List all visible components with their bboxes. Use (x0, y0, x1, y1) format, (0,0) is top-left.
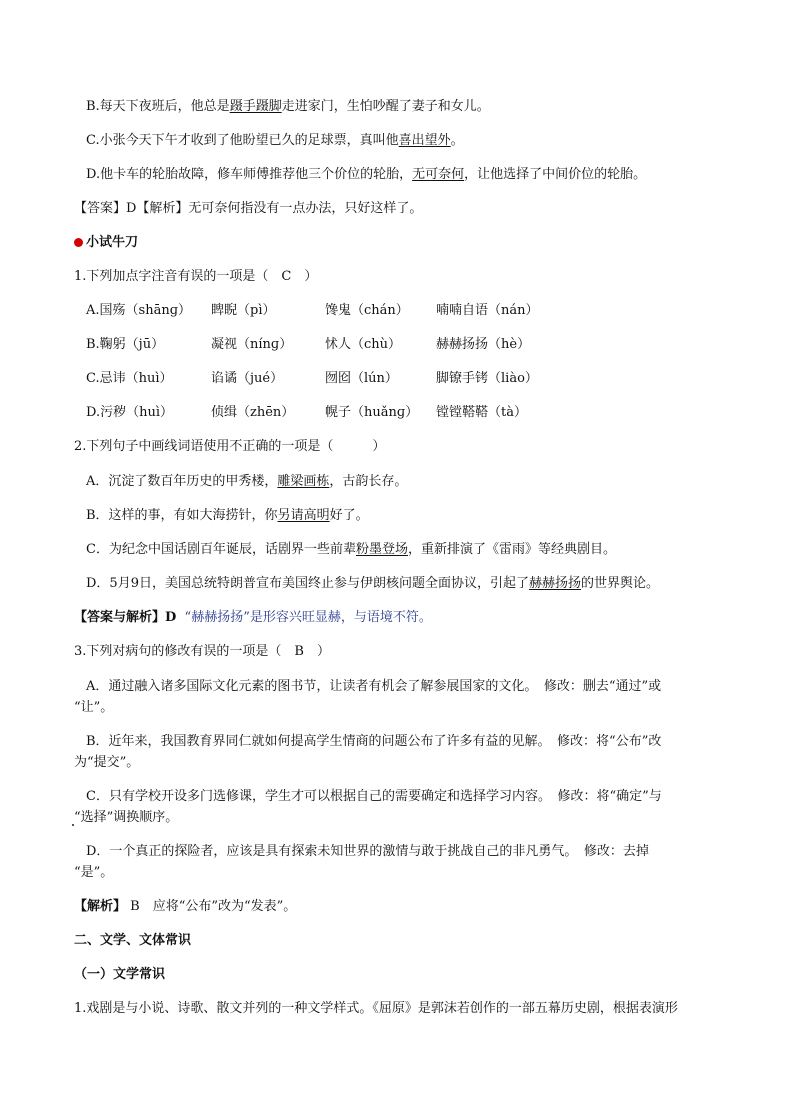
answer-line-prev: 【答案】D【解析】无可奈何指没有一点办法，只好这样了。 (74, 201, 423, 216)
q1-b-1: B.鞠躬（jū） (86, 337, 165, 352)
q1-b-4: 赫赫扬扬（hè） (436, 337, 531, 352)
q3-c-line2: “选择”调换顺序。 (74, 810, 179, 825)
q2-b-text-end: 好了。 (329, 508, 369, 523)
q1-b-3: 怵人（chù） (325, 337, 402, 352)
section-heading-text: 小试牛刀 (86, 235, 139, 250)
bullet-dot-icon (74, 238, 83, 247)
q2-d-text-end: 的世界舆论。 (580, 576, 659, 591)
q3-c-line1: C．只有学校开设多门选修课，学生才可以根据自己的需要确定和选择学习内容。 修改：将“确定”与 (86, 789, 662, 804)
option-b-text-end: 走进家门，生怕吵醒了妻子和女儿。 (281, 99, 490, 114)
option-b-underlined: 蹑手蹑脚 (229, 99, 282, 114)
option-c-underlined: 喜出望外 (398, 133, 451, 148)
q3-stem: 3.下列对病句的修改有误的一项是（ B ） (74, 644, 330, 659)
q2-b-text: B．这样的事，有如大海捞针，你 (86, 508, 278, 523)
q3-answer-label: 【解析】 (74, 899, 127, 914)
q3-answer-text: B 应将“公布”改为“发表”。 (130, 899, 297, 914)
q1-c-1: C.忌讳（huì） (86, 371, 173, 386)
q1-b-2: 凝视（nínɡ） (211, 337, 293, 352)
q2-d-underlined: 赫赫扬扬 (528, 576, 581, 591)
q3-d-line1: D．一个真正的探险者，应该是具有探索未知世界的激情与敢于挑战自己的非凡勇气。 修改：去掉 (86, 844, 649, 859)
q2-answer-label: 【答案与解析】D (74, 610, 177, 625)
q2-option-c (86, 540, 616, 560)
q3-answer (74, 897, 296, 917)
q2-c-underlined: 粉墨登场 (355, 542, 408, 557)
q2-d-text: D．5月9日，美国总统特朗普宣布美国终止参与伊朗核问题全面协议，引起了 (86, 576, 529, 591)
section2-heading: 二、文学、文体常识 (74, 933, 192, 948)
q2-c-text-end: ，重新排演了《雷雨》等经典剧目。 (407, 542, 616, 557)
q2-a-text: A．沉淀了数百年历史的甲秀楼， (86, 474, 278, 489)
q3-d-line2: “是”。 (74, 865, 114, 880)
q3-a-line2: “让”。 (74, 700, 114, 715)
q1-c-4: 脚镣手铐（liào） (436, 371, 538, 386)
q1-d-4: 镗镗鞳鞳（tà） (436, 405, 527, 420)
option-d-text-end: ，让他选择了中间价位的轮胎。 (464, 167, 647, 182)
q2-b-underlined: 另请高明 (277, 508, 330, 523)
q2-option-a (86, 472, 407, 492)
q2-c-text: C．为纪念中国话剧百年诞辰，话剧界一些前辈 (86, 542, 356, 557)
option-d-text: D.他卡车的轮胎故障，修车师傅推荐他三个价位的轮胎， (86, 167, 413, 182)
q1-a-1: A.国殇（shānɡ） (86, 303, 192, 318)
option-c-line (86, 131, 464, 151)
q2-stem: 2.下列句子中画线词语使用不正确的一项是（ ） (74, 439, 386, 454)
q1-a-2: 睥睨（pì） (211, 303, 276, 318)
q3-b-line1: B．近年来，我国教育界同仁就如何提高学生情商的问题公布了许多有益的见解。 修改：将“公布”改 (86, 734, 662, 749)
q1-c-2: 谄谲（jué） (211, 371, 284, 386)
q2-answer (74, 608, 432, 628)
q2-a-text-end: ，古韵长存。 (329, 474, 408, 489)
section-heading (74, 233, 138, 253)
option-c-text-end: 。 (450, 133, 464, 148)
q2-option-b (86, 506, 369, 526)
q1-a-3: 馋鬼（chán） (325, 303, 409, 318)
option-c-text: C.小张今天下午才收到了他盼望已久的足球票，真叫他 (86, 133, 399, 148)
section2-subheading: （一）文学常识 (74, 967, 166, 982)
option-b-line (86, 97, 490, 117)
q1-a-4: 喃喃自语（nán） (436, 303, 539, 318)
q3-b-line2: 为“提交”。 (74, 755, 140, 770)
q1-d-1: D.污秽（huì） (86, 405, 173, 420)
q1-d-2: 侦缉（zhēn） (211, 405, 295, 420)
q1-stem: 1.下列加点字注音有误的一项是（ C ） (74, 269, 318, 284)
q2-answer-text: “赫赫扬扬”是形容兴旺显赫，与语境不符。 (184, 610, 432, 625)
option-d-underlined: 无可奈何 (412, 167, 465, 182)
paragraph-1: 1.戏剧是与小说、诗歌、散文并列的一种文学样式。《屈原》是郭沫若创作的一部五幕历史剧，根据表演形 (74, 1001, 678, 1016)
q2-a-underlined: 雕梁画栋 (277, 474, 330, 489)
q3-a-line1: A．通过融入诸多国际文化元素的图书节，让读者有机会了解参展国家的文化。 修改：删去“通过”或 (86, 679, 662, 694)
q1-d-3: 幌子（huǎnɡ） (325, 405, 419, 420)
q2-option-d (86, 574, 659, 594)
option-b-text: B.每天下夜班后，他总是 (86, 99, 230, 114)
option-d-line (86, 165, 646, 185)
stray-mark (72, 824, 74, 826)
q1-c-3: 囫囵（lún） (325, 371, 398, 386)
